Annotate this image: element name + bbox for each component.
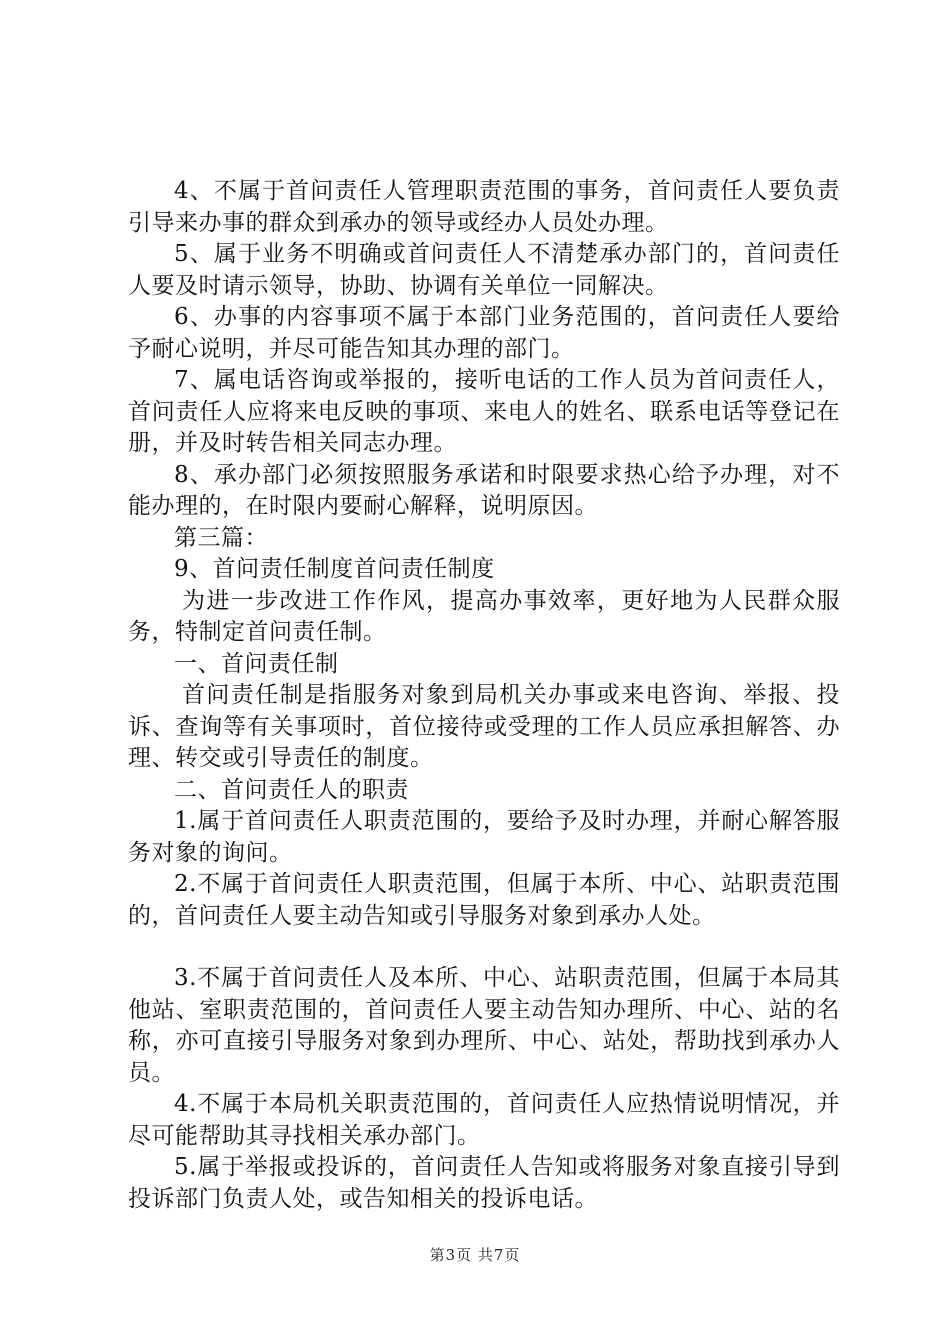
page-number-footer: 第3页 共7页 bbox=[429, 1246, 521, 1264]
document-body bbox=[128, 176, 840, 1215]
section-heading-part-three: 第三篇： bbox=[174, 524, 268, 551]
duty-item-1: 1.属于首问责任人职责范围的，要给予及时办理，并耐心解答服务对象的询问。 bbox=[128, 808, 840, 866]
paragraph-item-5: 5、属于业务不明确或首问责任人不清楚承办部门的，首问责任人要及时请示领导，协助、协调有关单位一同解决。 bbox=[128, 241, 840, 299]
duty-item-2: 2.不属于首问责任人职责范围，但属于本所、中心、站职责范围的，首问责任人要主动告知或引导服务对象到承办人处。 bbox=[128, 871, 840, 929]
paragraph-item-7: 7、属电话咨询或举报的，接听电话的工作人员为首问责任人，首问责任人应将来电反映的事项、来电人的姓名、联系电话等登记在册，并及时转告相关同志办理。 bbox=[128, 367, 840, 456]
paragraph-item-8: 8、承办部门必须按照服务承诺和时限要求热心给予办理，对不能办理的，在时限内要耐心解释，说明原因。 bbox=[128, 461, 840, 519]
duty-item-3: 3.不属于首问责任人及本所、中心、站职责范围，但属于本局其他站、室职责范围的，首问责任人要主动告知办理所、中心、站的名称，亦可直接引导服务对象到办理所、中心、站处，帮助找到承办人员。 bbox=[128, 965, 840, 1086]
paragraph-item-4: 4、不属于首问责任人管理职责范围的事务，首问责任人要负责引导来办事的群众到承办的领导或经办人员处办理。 bbox=[128, 178, 840, 236]
heading-section-one: 一、首问责任制 bbox=[174, 650, 339, 677]
duty-item-4: 4.不属于本局机关职责范围的，首问责任人应热情说明情况，并尽可能帮助其寻找相关承办部门。 bbox=[128, 1091, 840, 1149]
heading-section-two: 二、首问责任人的职责 bbox=[174, 776, 409, 803]
duty-item-5: 5.属于举报或投诉的，首问责任人告知或将服务对象直接引导到投诉部门负责人处，或告知相关的投诉电话。 bbox=[128, 1154, 840, 1212]
paragraph-definition: 首问责任制是指服务对象到局机关办事或来电咨询、举报、投诉、查询等有关事项时，首位接待或受理的工作人员应承担解答、办理、转交或引导责任的制度。 bbox=[128, 682, 840, 771]
paragraph-intro: 为进一步改进工作作风，提高办事效率，更好地为人民群众服务，特制定首问责任制。 bbox=[128, 587, 840, 645]
paragraph-item-6: 6、办事的内容事项不属于本部门业务范围的，首问责任人要给予耐心说明，并尽可能告知其办理的部门。 bbox=[128, 304, 840, 362]
section-title-first-inquiry-system: 9、首问责任制度首问责任制度 bbox=[174, 556, 495, 582]
blank-line bbox=[128, 932, 840, 963]
